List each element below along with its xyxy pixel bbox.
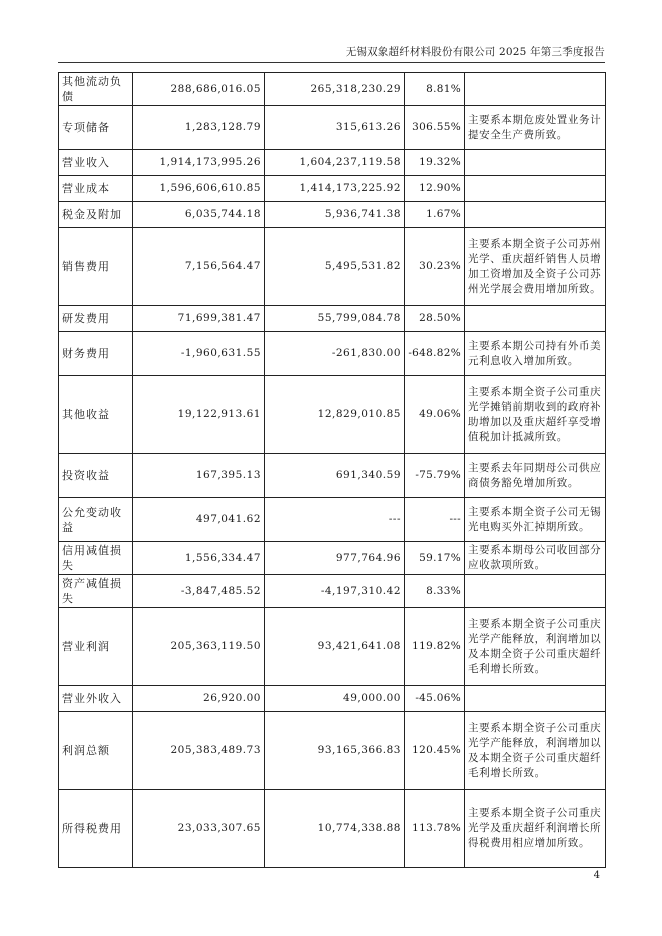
row-change-reason <box>465 306 606 332</box>
table-row <box>59 106 606 150</box>
row-change-reason: 主要系本期全资子公司苏州光学、重庆超纤销售人员增加工资增加及全资子公司苏州光学展会费用增加所致。 <box>465 228 606 306</box>
row-change-reason: 主要系去年同期母公司供应商债务豁免增加所致。 <box>465 454 606 498</box>
table-row <box>59 202 606 228</box>
table-row <box>59 712 606 790</box>
row-item-label: 其他收益 <box>59 376 133 454</box>
financial-changes-table <box>58 72 606 868</box>
row-item-label: 资产减值损失 <box>59 575 133 608</box>
row-current-value: 6,035,744.18 <box>133 202 265 228</box>
row-current-value: 71,699,381.47 <box>133 306 265 332</box>
row-change-percent: 28.50% <box>405 306 465 332</box>
row-change-reason: 主要系本期全资子公司重庆光学及重庆超纤利润增长所得税费用相应增加所致。 <box>465 790 606 868</box>
row-item-label: 公允变动收益 <box>59 498 133 542</box>
row-change-percent: 49.06% <box>405 376 465 454</box>
row-change-reason <box>465 150 606 176</box>
row-item-label: 研发费用 <box>59 306 133 332</box>
row-previous-value: 1,604,237,119.58 <box>265 150 405 176</box>
row-current-value: 205,383,489.73 <box>133 712 265 790</box>
row-previous-value: --- <box>265 498 405 542</box>
row-current-value: 1,556,334.47 <box>133 542 265 575</box>
row-previous-value: 5,495,531.82 <box>265 228 405 306</box>
row-change-reason: 主要系本期全资子公司重庆光学产能释放，利润增加以及本期全资子公司重庆超纤毛利增长所致。 <box>465 712 606 790</box>
row-change-percent: 8.81% <box>405 73 465 106</box>
row-current-value: 19,122,913.61 <box>133 376 265 454</box>
row-previous-value: 5,936,741.38 <box>265 202 405 228</box>
row-change-reason: 主要系本期全资子公司无锡光电购买外汇掉期所致。 <box>465 498 606 542</box>
row-previous-value: 977,764.96 <box>265 542 405 575</box>
table-row <box>59 686 606 712</box>
row-previous-value: 93,165,366.83 <box>265 712 405 790</box>
row-change-percent: 113.78% <box>405 790 465 868</box>
table-row <box>59 376 606 454</box>
row-change-percent: 306.55% <box>405 106 465 150</box>
row-change-percent: --- <box>405 498 465 542</box>
row-previous-value: 55,799,084.78 <box>265 306 405 332</box>
page-number: 4 <box>593 870 600 881</box>
row-change-reason: 主要系本期危废处置业务计提安全生产费所致。 <box>465 106 606 150</box>
row-current-value: 497,041.62 <box>133 498 265 542</box>
row-change-reason <box>465 575 606 608</box>
row-previous-value: -261,830.00 <box>265 332 405 376</box>
table-row <box>59 608 606 686</box>
row-item-label: 营业收入 <box>59 150 133 176</box>
row-previous-value: 265,318,230.29 <box>265 73 405 106</box>
row-change-reason <box>465 202 606 228</box>
row-current-value: 288,686,016.05 <box>133 73 265 106</box>
row-previous-value: 12,829,010.85 <box>265 376 405 454</box>
row-change-percent: 19.32% <box>405 150 465 176</box>
row-previous-value: 49,000.00 <box>265 686 405 712</box>
row-change-reason: 主要系本期全资子公司重庆光学摊销前期收到的政府补助增加以及重庆超纤享受增值税加计抵减所致。 <box>465 376 606 454</box>
row-current-value: 167,395.13 <box>133 454 265 498</box>
row-previous-value: 691,340.59 <box>265 454 405 498</box>
row-change-reason: 主要系本期母公司收回部分应收款项所致。 <box>465 542 606 575</box>
row-change-reason: 主要系本期全资子公司重庆光学产能释放，利润增加以及本期全资子公司重庆超纤毛利增长所致。 <box>465 608 606 686</box>
row-previous-value: 10,774,338.88 <box>265 790 405 868</box>
table-row <box>59 150 606 176</box>
page-header <box>58 42 605 63</box>
table-row <box>59 542 606 575</box>
row-item-label: 投资收益 <box>59 454 133 498</box>
row-item-label: 利润总额 <box>59 712 133 790</box>
row-change-percent: 119.82% <box>405 608 465 686</box>
row-current-value: 23,033,307.65 <box>133 790 265 868</box>
row-current-value: 205,363,119.50 <box>133 608 265 686</box>
table-row <box>59 73 606 106</box>
row-item-label: 税金及附加 <box>59 202 133 228</box>
row-item-label: 销售费用 <box>59 228 133 306</box>
row-previous-value: 93,421,641.08 <box>265 608 405 686</box>
row-change-reason: 主要系本期公司持有外币美元利息收入增加所致。 <box>465 332 606 376</box>
row-item-label: 其他流动负债 <box>59 73 133 106</box>
row-change-reason <box>465 73 606 106</box>
row-change-reason <box>465 176 606 202</box>
row-item-label: 营业利润 <box>59 608 133 686</box>
row-item-label: 营业外收入 <box>59 686 133 712</box>
row-previous-value: 315,613.26 <box>265 106 405 150</box>
row-change-percent: 120.45% <box>405 712 465 790</box>
row-item-label: 专项储备 <box>59 106 133 150</box>
row-current-value: 26,920.00 <box>133 686 265 712</box>
row-change-percent: -75.79% <box>405 454 465 498</box>
table-row <box>59 498 606 542</box>
row-previous-value: 1,414,173,225.92 <box>265 176 405 202</box>
table-row <box>59 332 606 376</box>
table-body <box>59 73 606 868</box>
row-item-label: 财务费用 <box>59 332 133 376</box>
row-item-label: 营业成本 <box>59 176 133 202</box>
row-current-value: 1,283,128.79 <box>133 106 265 150</box>
row-change-percent: 30.23% <box>405 228 465 306</box>
row-change-percent: 59.17% <box>405 542 465 575</box>
table-row <box>59 176 606 202</box>
table-row <box>59 228 606 306</box>
table-row <box>59 454 606 498</box>
table-row <box>59 575 606 608</box>
table-row <box>59 790 606 868</box>
row-change-percent: -45.06% <box>405 686 465 712</box>
row-change-percent: 8.33% <box>405 575 465 608</box>
row-item-label: 信用减值损失 <box>59 542 133 575</box>
row-previous-value: -4,197,310.42 <box>265 575 405 608</box>
report-title: 无锡双象超纤材料股份有限公司 2025 年第三季度报告 <box>345 46 605 58</box>
row-change-reason <box>465 686 606 712</box>
row-change-percent: -648.82% <box>405 332 465 376</box>
row-current-value: -1,960,631.55 <box>133 332 265 376</box>
row-current-value: -3,847,485.52 <box>133 575 265 608</box>
row-change-percent: 12.90% <box>405 176 465 202</box>
row-change-percent: 1.67% <box>405 202 465 228</box>
row-current-value: 7,156,564.47 <box>133 228 265 306</box>
table-row <box>59 306 606 332</box>
row-item-label: 所得税费用 <box>59 790 133 868</box>
row-current-value: 1,914,173,995.26 <box>133 150 265 176</box>
row-current-value: 1,596,606,610.85 <box>133 176 265 202</box>
